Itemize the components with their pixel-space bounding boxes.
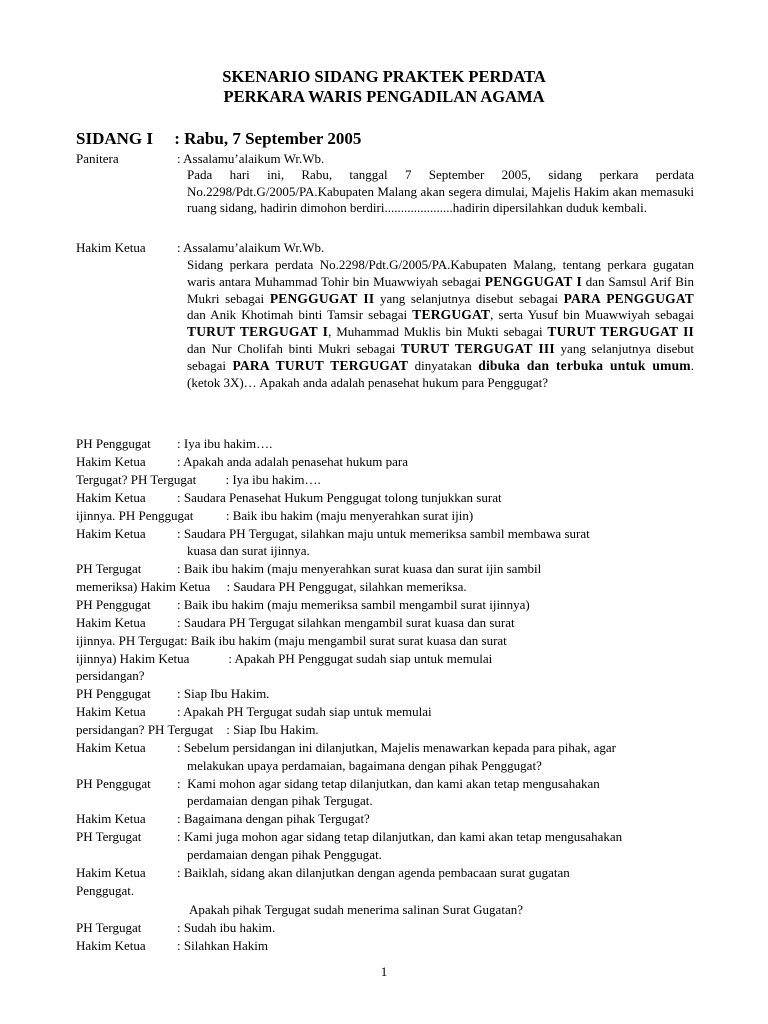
speaker-label: Panitera	[76, 151, 119, 166]
speech-line: memeriksa) Hakim Ketua : Saudara PH Penggugat, silahkan memeriksa.	[76, 579, 467, 594]
speech-text: : Saudara Penasehat Hukum Penggugat tolong tunjukkan surat	[177, 490, 502, 505]
speech-continuation: perdamaian dengan pihak Penggugat.	[187, 847, 382, 862]
speech-text: : Apakah PH Tergugat sudah siap untuk memulai	[177, 704, 432, 719]
speaker-label: Hakim Ketua	[76, 938, 146, 953]
session-heading: SIDANG I : Rabu, 7 September 2005	[76, 129, 362, 148]
document-title-line-1: SKENARIO SIDANG PRAKTEK PERDATA	[222, 67, 546, 86]
speech-line: ijinnya) Hakim Ketua : Apakah PH Penggugat sudah siap untuk memulai	[76, 651, 493, 666]
speech-text: : Saudara PH Tergugat, silahkan maju untuk memeriksa sambil membawa surat	[177, 526, 590, 541]
speech-text: : Siap Ibu Hakim.	[177, 686, 270, 701]
speech-line: Apakah pihak Tergugat sudah menerima salinan Surat Gugatan?	[189, 902, 523, 917]
speech-paragraph: Pada hari ini, Rabu, tanggal 7 September 2005, sidang perkara perdata No.2298/Pdt.G/2005/PA.Kabupaten Malang akan segera dimulai, Majelis Hakim akan memasuki ruang sidang, hadirin dimohon berdiri.....................hadirin dipersilahkan duduk kembali.	[187, 167, 694, 216]
speech-text: : Assalamu’alaikum Wr.Wb.	[177, 240, 325, 255]
speech-continuation: perdamaian dengan pihak Tergugat.	[187, 793, 373, 808]
speech-text: : Apakah anda adalah penasehat hukum para	[177, 454, 409, 469]
speech-line: Tergugat? PH Tergugat : Iya ibu hakim….	[76, 472, 321, 487]
speech-line: Penggugat.	[76, 883, 135, 898]
speech-text: : Assalamu’alaikum Wr.Wb.	[177, 151, 325, 166]
speech-text: : Baiklah, sidang akan dilanjutkan dengan agenda pembacaan surat gugatan	[177, 865, 570, 880]
speaker-label: Hakim Ketua	[76, 526, 146, 541]
speaker-label: Hakim Ketua	[76, 811, 146, 826]
speaker-label: Hakim Ketua	[76, 490, 146, 505]
speaker-label: PH Tergugat	[76, 561, 142, 576]
speech-line: ijinnya. PH Penggugat : Baik ibu hakim (maju menyerahkan surat ijin)	[76, 508, 474, 523]
document-title-line-2: PERKARA WARIS PENGADILAN AGAMA	[223, 87, 545, 106]
speech-text: : Bagaimana dengan pihak Tergugat?	[177, 811, 370, 826]
speaker-label: PH Penggugat	[76, 776, 151, 791]
speaker-label: PH Tergugat	[76, 920, 142, 935]
speech-text: : Silahkan Hakim	[177, 938, 268, 953]
speech-continuation: melakukan upaya perdamaian, bagaimana dengan pihak Penggugat?	[187, 758, 542, 773]
speech-line: persidangan?	[76, 668, 145, 683]
speech-line: persidangan? PH Tergugat : Siap Ibu Hakim.	[76, 722, 319, 737]
speaker-label: PH Tergugat	[76, 829, 142, 844]
speaker-label: PH Penggugat	[76, 686, 151, 701]
speaker-label: Hakim Ketua	[76, 454, 146, 469]
speech-text: : Iya ibu hakim….	[177, 436, 273, 451]
speech-text: : Baik ibu hakim (maju memeriksa sambil mengambil surat ijinnya)	[177, 597, 530, 612]
speaker-label: PH Penggugat	[76, 597, 151, 612]
speech-continuation: kuasa dan surat ijinnya.	[187, 543, 310, 558]
speaker-label: PH Penggugat	[76, 436, 151, 451]
speech-text: : Saudara PH Tergugat silahkan mengambil surat kuasa dan surat	[177, 615, 515, 630]
speaker-label: Hakim Ketua	[76, 704, 146, 719]
page-number: 1	[380, 964, 388, 979]
speaker-label: Hakim Ketua	[76, 240, 146, 255]
speaker-label: Hakim Ketua	[76, 865, 146, 880]
speech-text: : Kami mohon agar sidang tetap dilanjutkan, dan kami akan tetap mengusahakan	[177, 776, 600, 791]
speech-text: : Sebelum persidangan ini dilanjutkan, Majelis menawarkan kepada para pihak, agar	[177, 740, 616, 755]
speech-text: : Kami juga mohon agar sidang tetap dilanjutkan, dan kami akan tetap mengusahakan	[177, 829, 623, 844]
speech-text: : Sudah ibu hakim.	[177, 920, 276, 935]
speech-text: : Baik ibu hakim (maju menyerahkan surat kuasa dan surat ijin sambil	[177, 561, 542, 576]
speaker-label: Hakim Ketua	[76, 740, 146, 755]
speech-line: ijinnya. PH Tergugat: Baik ibu hakim (maju mengambil surat surat kuasa dan surat	[76, 633, 507, 648]
speech-paragraph-opening: Sidang perkara perdata No.2298/Pdt.G/2005/PA.Kabupaten Malang, tentang perkara gugatan waris antara Muhammad Tohir bin Muawwiyah sebagai PENGGUGAT I dan Samsul Arif Bin Mukri sebagai PENGGUGAT II yang selanjutnya disebut sebagai PARA PENGGUGAT dan Anik Khotimah binti Tamsir sebagai TERGUGAT, serta Yusuf bin Muawwiyah sebagai TURUT TERGUGAT I, Muhammad Muklis bin Mukti sebagai TURUT TERGUGAT II dan Nur Cholifah binti Mukri sebagai TURUT TERGUGAT III yang selanjutnya disebut sebagai PARA TURUT TERGUGAT dinyatakan dibuka dan terbuka untuk umum. (ketok 3X)… Apakah anda adalah penasehat hukum para Penggugat?	[187, 257, 695, 390]
speaker-label: Hakim Ketua	[76, 615, 146, 630]
